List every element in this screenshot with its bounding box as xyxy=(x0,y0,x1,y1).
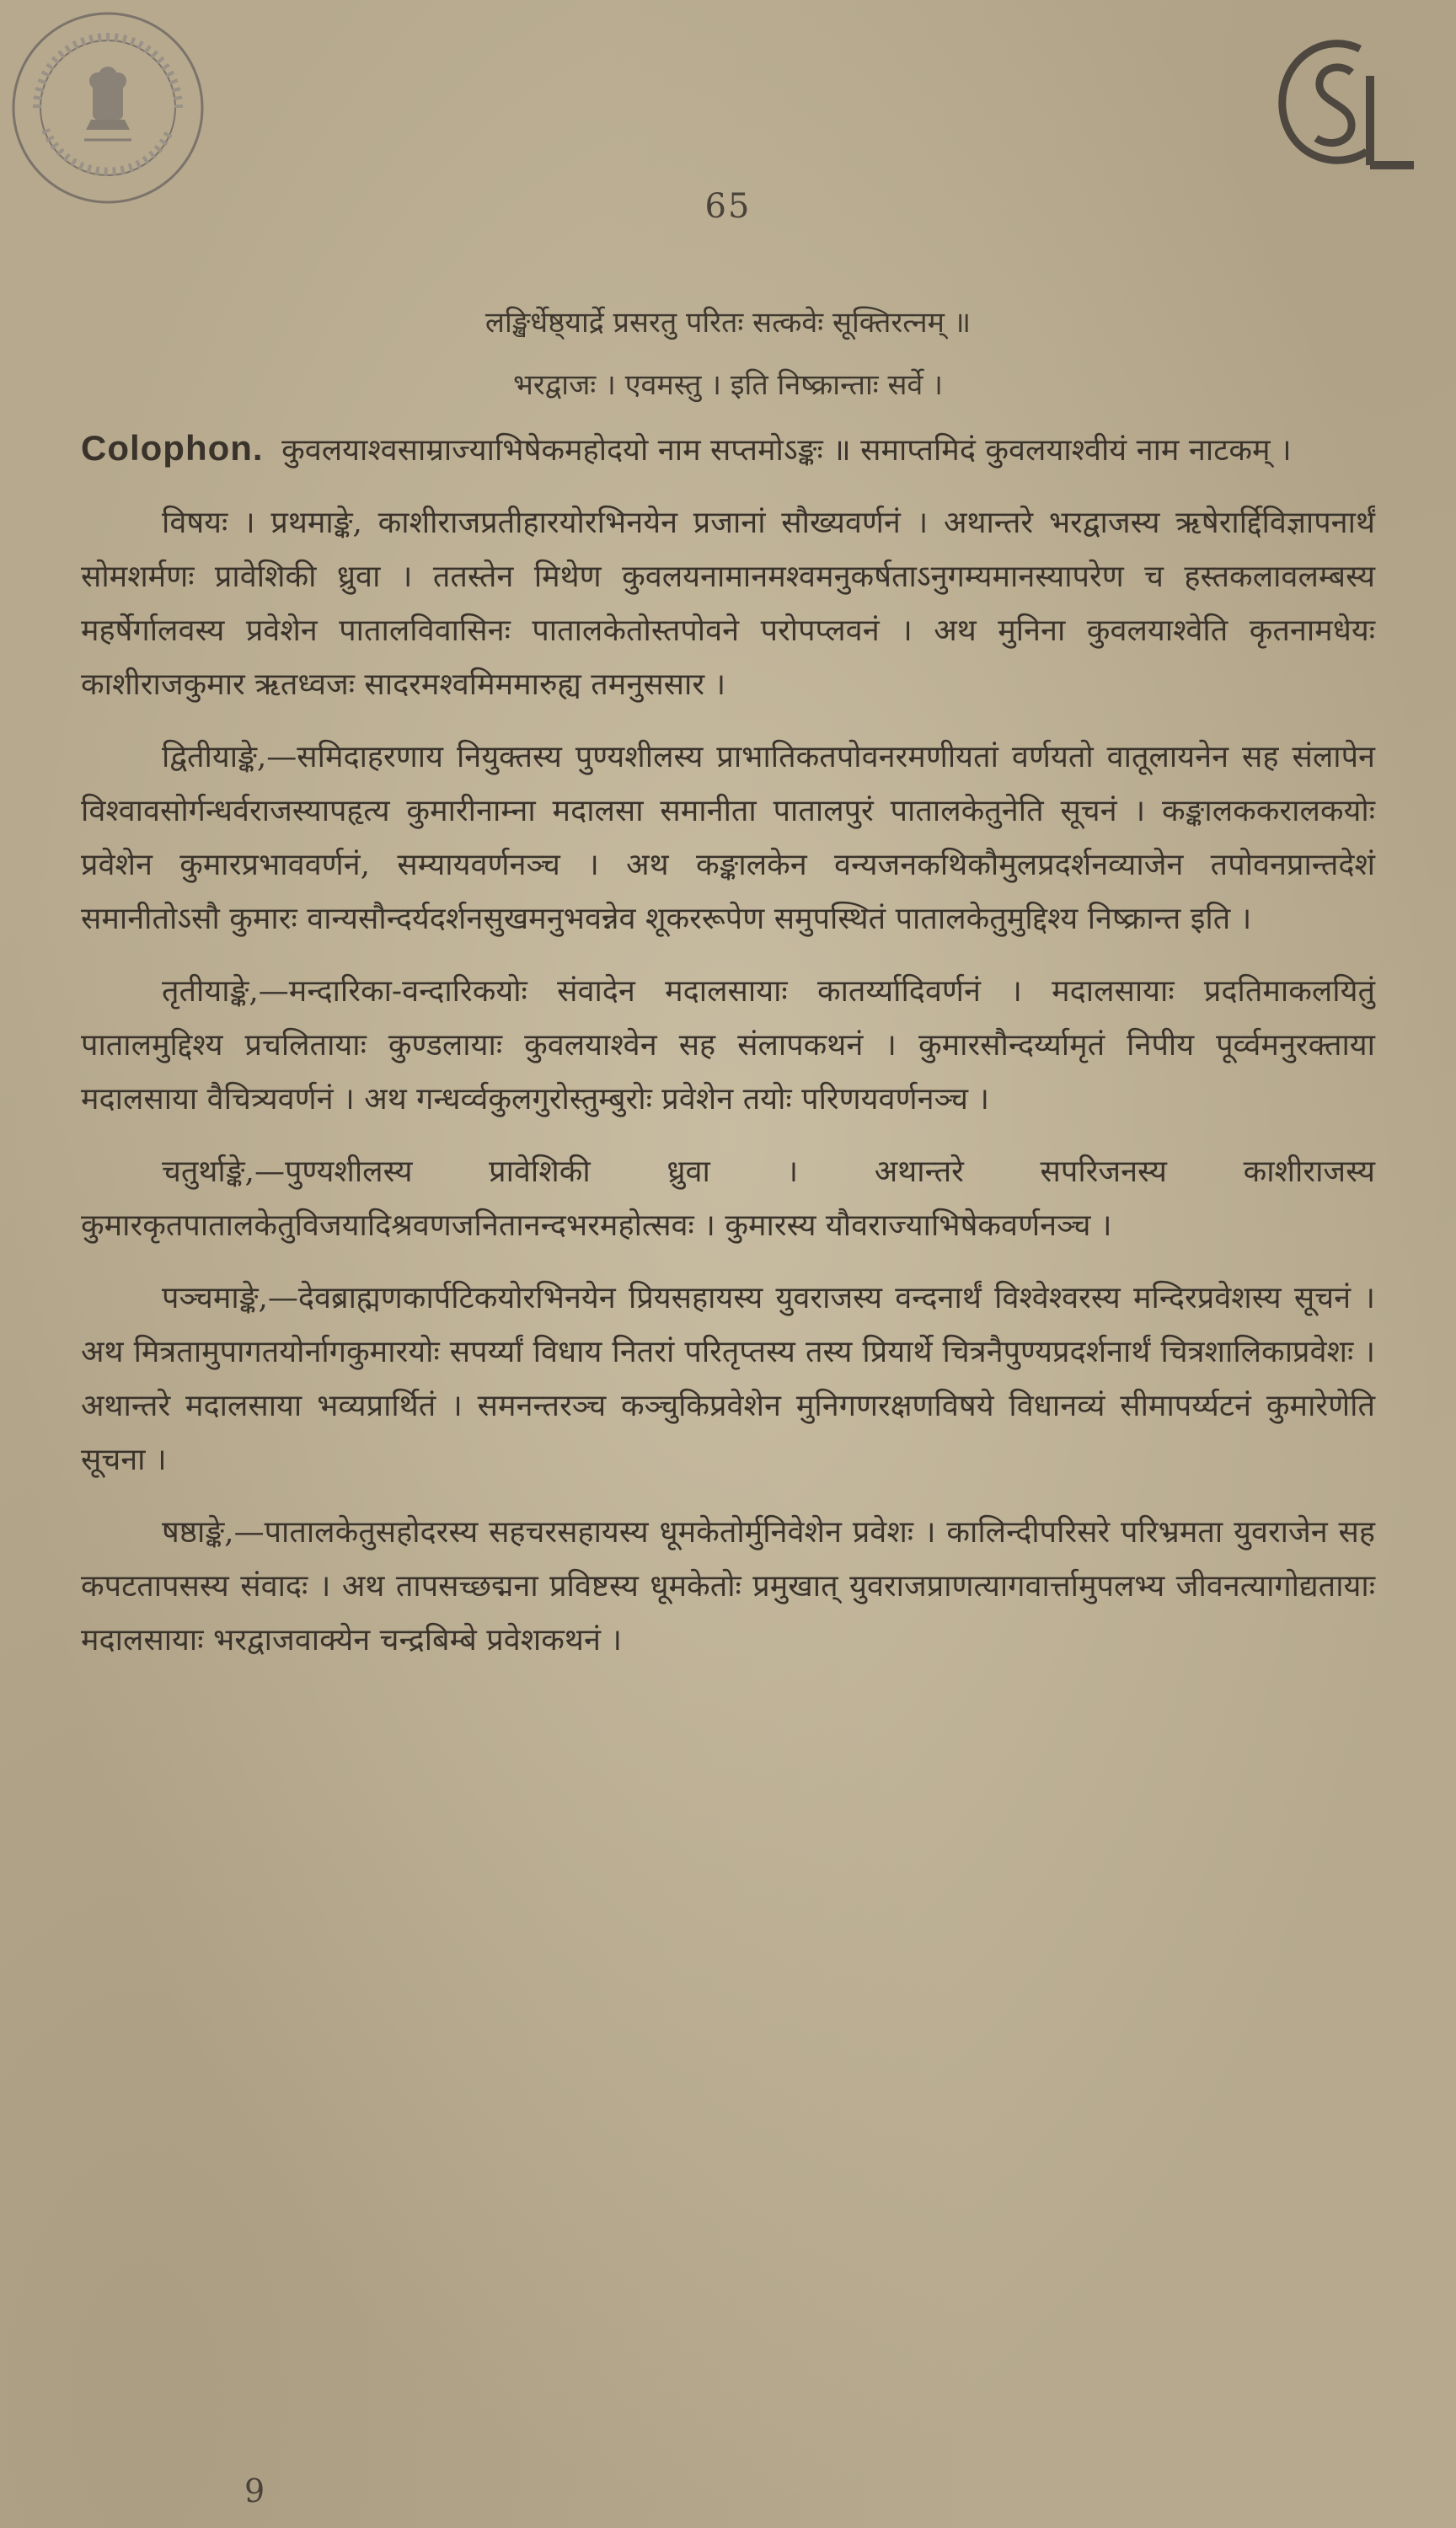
act-paragraph: द्वितीयाङ्के,—समिदाहरणाय नियुक्तस्य पुण्यशीलस्य प्राभातिकतपोवनरमणीयतां वर्णयतो वातूलायनेन सह संलापेन विश्वावसोर्गन्धर्वराजस्यापहृत्य कुमारीनाम्ना मदालसा समानीता पातालपुरं पातालकेतुनेति सूचनं । कङ्कालककरालकयोः प्रवेशेन कुमारप्रभाववर्णनं, सम्यायवर्णनञ्च । अथ कङ्कालकेन वन्यजनकथिकौमुलप्रदर्शनव्याजेन तपोवनप्रान्तदेशं समानीतोऽसौ कुमारः वान्यसौन्दर्यदर्शनसुखमनुभवन्नेव शूकररूपेण समुपस्थितं पातालकेतुमुद्दिश्य निष्क्रान्त इति । xyxy=(81,740,1375,936)
document-body xyxy=(81,421,1375,1686)
page-number: 65 xyxy=(704,187,752,226)
act-paragraph: चतुर्थाङ्के,—पुण्यशीलस्य प्रावेशिकी ध्रुवा । अथान्तरे सपरिजनस्य काशीराजस्य कुमारकृतपातालकेतुविजयादिश्रवणजनितानन्दभरमहोत्सवः । कुमारस्य यौवराज्याभिषेकवर्णनञ्च । xyxy=(81,1154,1375,1243)
colophon-label: Colophon. xyxy=(81,428,264,468)
colophon-text: कुवलयाश्वसाम्राज्याभिषेकमहोदयो नाम सप्तमोऽङ्कः ॥ समाप्तमिदं कुवलयाश्वीयं नाम नाटकम् । xyxy=(281,433,1292,468)
verse-line: भरद्वाजः । एवमस्तु । इति निष्क्रान्ताः सर्वे । xyxy=(512,368,944,402)
signature-number: 9 xyxy=(244,2472,265,2509)
verse-line: लङ्खिर्धेष्ठ्यार्द्रे प्रसरतु परितः सत्कवेः सूक्तिरत्नम् ॥ xyxy=(484,306,972,340)
summary-text: प्रथमाङ्के, काशीराजप्रतीहारयोरभिनयेन प्रजानां सौख्यवर्णनं । अथान्तरे भरद्वाजस्य ऋषेरार्द्दिविज्ञापनार्थं सोमशर्मणः प्रावेशिकी ध्रुवा । ततस्तेन मिथेण कुवलयनामानमश्वमनुकर्षताऽनुगम्यमानस्यापरेण च हस्तकलावलम्बस्य महर्षेर्गालवस्य प्रवेशेन पातालविवासिनः पातालकेतोस्तपोवने परोपप्लवनं । अथ मुनिना कुवलयाश्वेति कृतनामधेयः काशीराजकुमार ऋतध्वजः सादरमश्वमिममारुह्य तमनुससार । xyxy=(81,506,1375,702)
colophon-paragraph xyxy=(81,421,1375,478)
act-paragraph: पञ्चमाङ्के,—देवब्राह्मणकार्पटिकयोरभिनयेन प्रियसहायस्य युवराजस्य वन्दनार्थं विश्वेश्वरस्य मन्दिरप्रवेशस्य सूचनं । अथ मित्रतामुपागतयोर्नागकुमारयोः सपर्य्यां विधाय नितरां परितृप्तस्य तस्य प्रियार्थे चित्रनैपुण्यप्रदर्शनार्थं चित्रशालिकाप्रवेशः । अथान्तरे मदालसाया भव्यप्रार्थितं । समनन्तरञ्च कञ्चुकिप्रवेशेन मुनिगणरक्षणविषये विधानव्यं सीमापर्य्यटनं कुमारेणेति सूचना । xyxy=(81,1281,1375,1477)
summary-paragraph xyxy=(81,496,1375,712)
summary-label: विषयः । xyxy=(162,506,255,540)
act-paragraph: षष्ठाङ्के,—पातालकेतुसहोदरस्य सहचरसहायस्य धूमकेतोर्मुनिवेशेन प्रवेशः । कालिन्दीपरिसरे परिभ्रमता युवराजेन सह कपटतापसस्य संवादः । अथ तापसच्छद्मना प्रविष्टस्य धूमकेतोः प्रमुखात् युवराजप्राणत्यागवार्त्तामुपलभ्य जीवनत्यागोद्यतायाः मदालसायाः भरद्वाजवाक्येन चन्द्रबिम्बे प्रवेशकथनं । xyxy=(81,1515,1375,1658)
act-paragraph: तृतीयाङ्के,—मन्दारिका-वन्दारिकयोः संवादेन मदालसायाः कातर्य्यादिवर्णनं । मदालसायाः प्रदतिमाकलयितुं पातालमुद्दिश्य प्रचलितायाः कुण्डलायाः कुवलयाश्वेन सह संलापकथनं । कुमारसौन्दर्य्यामृतं निपीय पूर्व्वमनुरक्ताया मदालसाया वैचित्र्यवर्णनं । अथ गन्धर्व्वकुलगुरोस्तुम्बुरोः प्रवेशेन तयोः परिणयवर्णनञ्च । xyxy=(81,974,1375,1117)
government-seal-icon xyxy=(3,3,212,212)
csl-logo xyxy=(1266,25,1426,185)
